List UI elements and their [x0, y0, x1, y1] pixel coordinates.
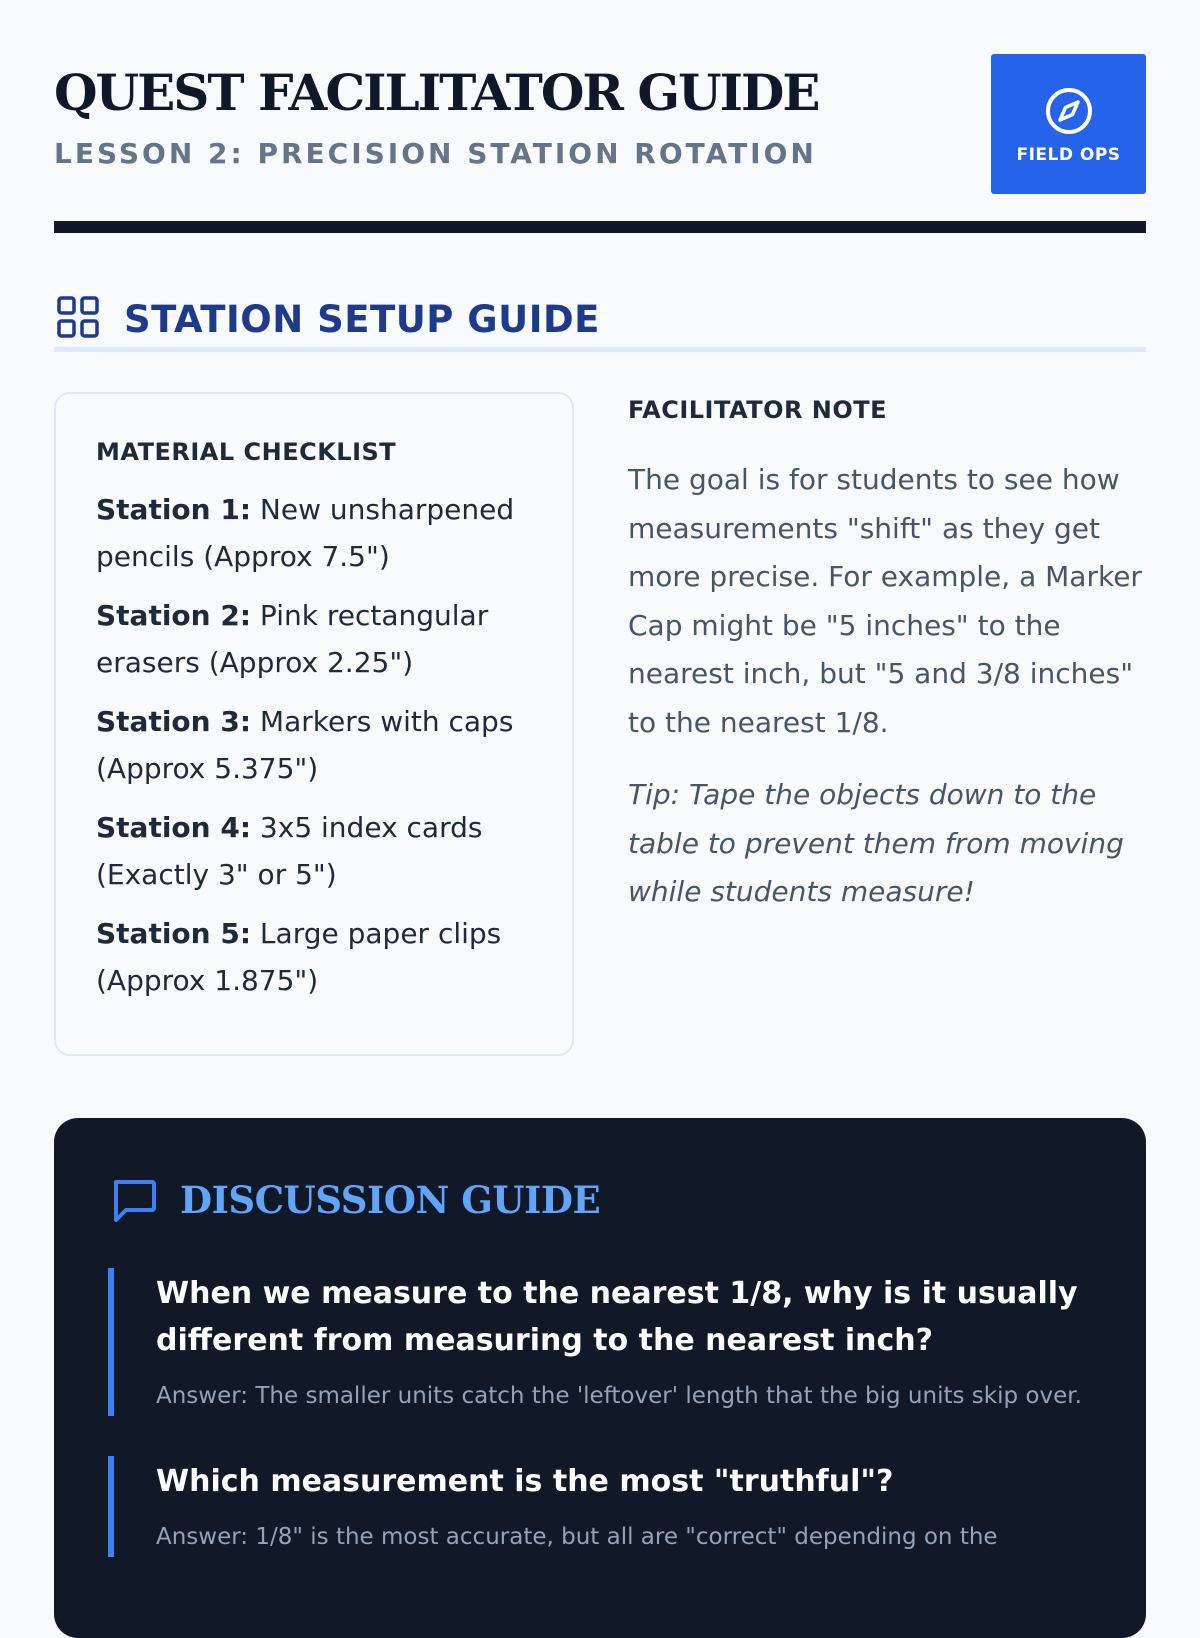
discussion-answer: Answer: 1/8" is the most accurate, but all are "correct" depending on the [156, 1524, 998, 1550]
facilitator-note [628, 392, 1148, 917]
discussion-heading [108, 1168, 1090, 1232]
station-setup-heading [54, 291, 1146, 352]
checklist-label: MATERIAL CHECKLIST [96, 438, 397, 466]
section-title: STATION SETUP GUIDE [124, 297, 600, 341]
station-materials: 3x5 index cards (Exactly 3" or 5") [96, 811, 483, 891]
station-materials: Large paper clips (Approx 1.875") [96, 917, 502, 997]
station-item [96, 486, 532, 580]
station-materials: New unsharpened pencils (Approx 7.5") [96, 493, 515, 573]
grid-icon [54, 293, 102, 341]
compass-icon [1043, 85, 1095, 137]
discussion-item [108, 1268, 1090, 1416]
page-subtitle: LESSON 2: PRECISION STATION ROTATION [54, 137, 817, 170]
station-materials: Pink rectangular erasers (Approx 2.25") [96, 599, 489, 679]
station-list [96, 486, 532, 1004]
material-checklist-card [54, 392, 574, 1056]
discussion-item [108, 1456, 1090, 1557]
station-materials: Markers with caps (Approx 5.375") [96, 705, 514, 785]
chat-bubble-icon [108, 1174, 160, 1226]
station-item [96, 804, 532, 898]
discussion-question: When we measure to the nearest 1/8, why is it usually different from measuring to the nearest inch? [156, 1276, 1078, 1358]
station-name: Station 1: [96, 493, 252, 526]
setup-columns [54, 392, 1146, 1057]
station-item [96, 698, 532, 792]
page-title: QUEST FACILITATOR GUIDE [54, 63, 819, 122]
station-name: Station 4: [96, 811, 252, 844]
badge-label: FIELD OPS [1016, 145, 1121, 165]
station-item [96, 592, 532, 686]
field-ops-badge [991, 54, 1146, 194]
discussion-title: DISCUSSION GUIDE [180, 1178, 601, 1222]
note-tip: Tip: Tape the objects down to the table to prevent them from moving while students measure! [628, 778, 1124, 908]
station-item [96, 910, 532, 1004]
discussion-question: Which measurement is the most "truthful"? [156, 1464, 894, 1499]
discussion-guide-panel [54, 1118, 1146, 1638]
station-name: Station 3: [96, 705, 252, 738]
station-name: Station 2: [96, 599, 252, 632]
station-name: Station 5: [96, 917, 252, 950]
discussion-answer: Answer: The smaller units catch the 'leftover' length that the big units skip over. [156, 1383, 1082, 1409]
note-label: FACILITATOR NOTE [628, 396, 888, 424]
note-body: The goal is for students to see how measurements "shift" as they get more precise. For example, a Marker Cap might be "5 inches" to the nearest inch, but "5 and 3/8 inches" to the nearest 1/8. [628, 463, 1142, 739]
page-header [54, 0, 1146, 233]
header-divider [54, 221, 1146, 233]
